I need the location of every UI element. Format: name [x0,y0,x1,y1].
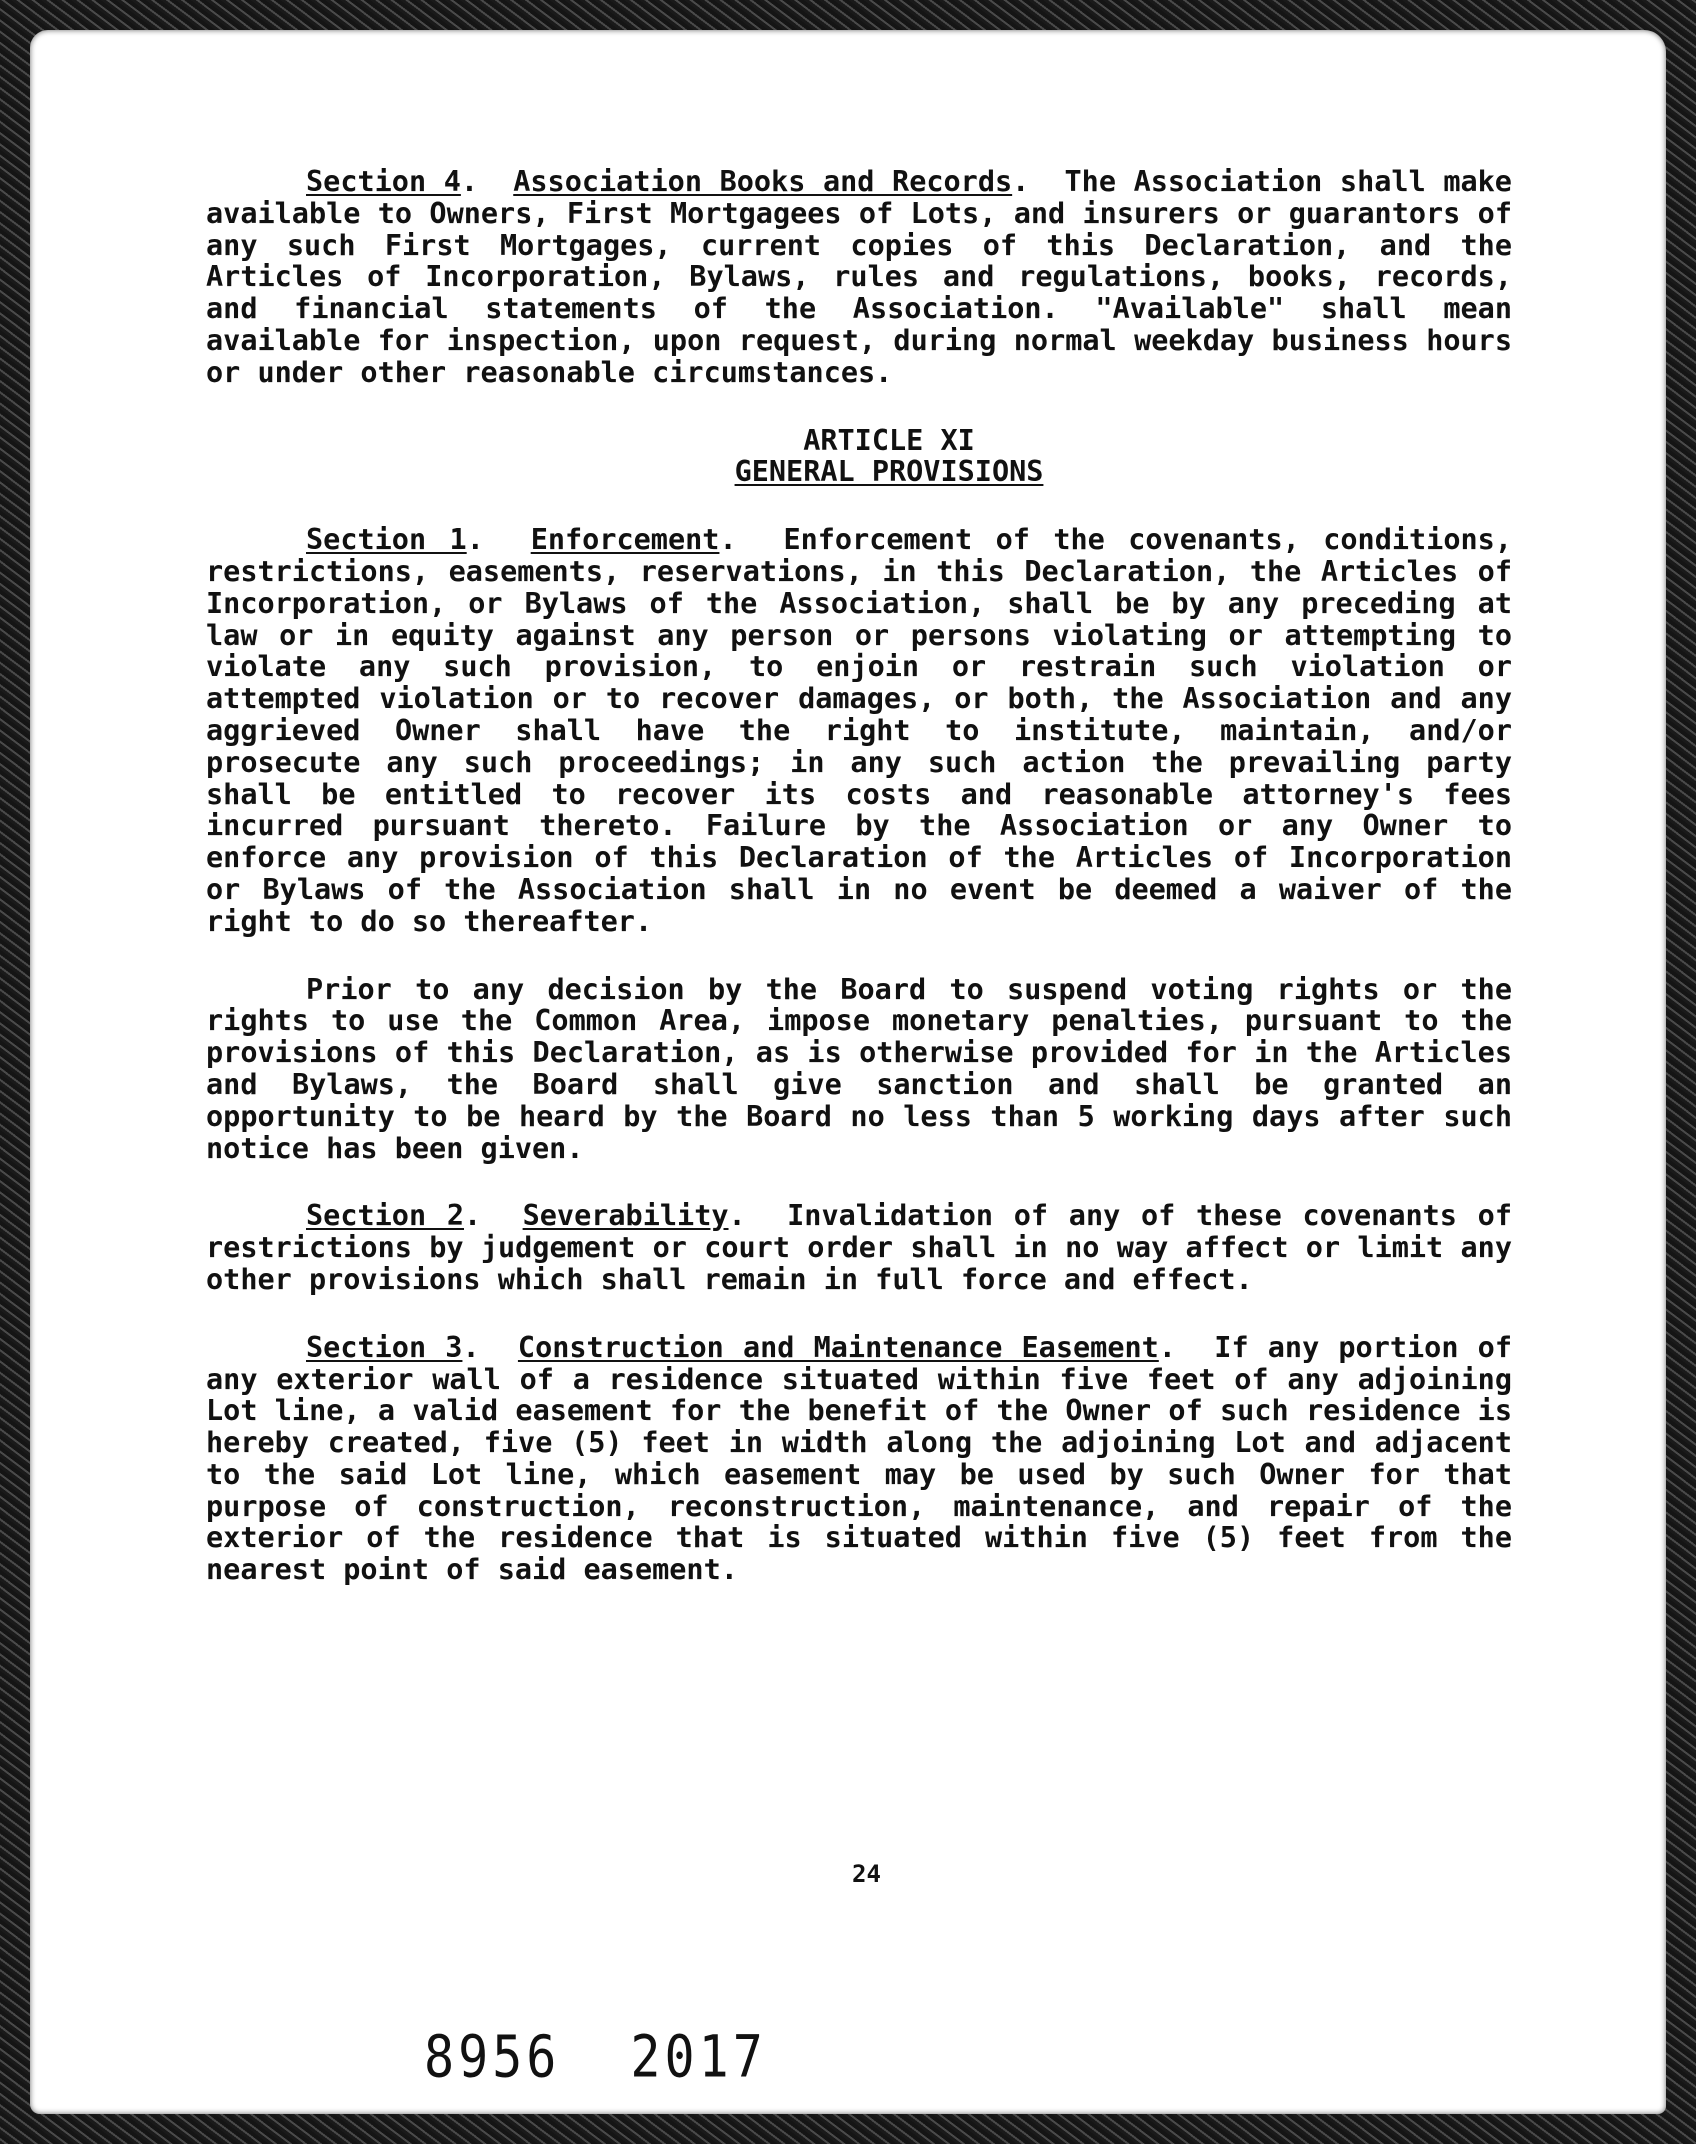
section-2-body: Invalidation of any of these covenants of restrictions by judgement or court order shall in no way affect or limit any other provisions which shall remain in full force and effect. [206,1199,1512,1296]
page-number: 24 [852,1860,881,1888]
section-4-title: Association Books and Records [513,165,1013,198]
section-4-paragraph: Section 4. Association Books and Records. The Association shall make available to Owners, First Mortgagees of Lots, and insurers or guarantors of any such First Mortgages, current copies of this Declaration, and the Articles of Incorporation, Bylaws, rules and regulations, books, records, and financial statements of the Association. "Available" shall mean available for inspection, upon request, during normal weekday business hours or under other reasonable circumstances. [206,165,1512,389]
section-2-title: Severability [522,1199,729,1233]
section-4-body: The Association shall make available to Owners, First Mortgagees of Lots, and insurers or guarantors of any such First Mortgages, current copies of this Declaration, and the Articles of Incorporation, Bylaws, rules and regulations, books, records, and financial statements of the Association. "Available" shall mean available for inspection, upon request, during normal weekday business hours or under other reasonable circumstances. [206,165,1512,389]
document-body [206,166,1512,1586]
article-title: GENERAL PROVISIONS [734,455,1044,489]
stamp-book-number: 8956 [424,2023,561,2091]
section-1-body: Enforcement of the covenants, conditions, restrictions, easements, reservations, in this Declaration, the Articles of Incorporation, or Bylaws of the Association, shall be by any preceding at law or in equity against any person or persons violating or attempting to violate any such provision, to enjoin or restrain such violation or attempted violation or to recover damages, or both, the Association and any aggrieved Owner shall have the right to institute, maintain, and/or prosecute any such proceedings; in any such action the prevailing party shall be entitled to recover its costs and reasonable attorney's fees incurred pursuant thereto. Failure by the Association or any Owner to enforce any provision of this Declaration of the Articles of Incorporation or Bylaws of the Association shall in no event be deemed a waiver of the right to do so thereafter. [206,523,1512,938]
section-1-paragraph-2: Prior to any decision by the Board to suspend voting rights or the rights to use the Common Area, impose monetary penalties, pursuant to the provisions of this Declaration, as is otherwise provided for in the Articles and Bylaws, the Board shall give sanction and shall be granted an opportunity to be heard by the Board no less than 5 working days after such notice has been given. [206,972,1512,1165]
section-1-title: Enforcement [530,523,720,557]
section-3-paragraph: Section 3. Construction and Maintenance Easement. If any portion of any exterior wall of a residence situated within five feet of any adjoining Lot line, a valid easement for the benefit of the Owner of such residence is hereby created, five (5) feet in width along the adjoining Lot and adjacent to the said Lot line, which easement may be used by such Owner for that purpose of construction, reconstruction, maintenance, and repair of the exterior of the residence that is situated within five (5) feet from the nearest point of said easement. [206,1330,1512,1587]
article-number: ARTICLE XI [803,423,975,457]
section-2-heading: Section 2 [306,1199,464,1233]
section-3-body: If any portion of any exterior wall of a residence situated within five feet of any adjoining Lot line, a valid easement for the benefit of the Owner of such residence is hereby created, five (5) feet in width along the adjoining Lot and adjacent to the said Lot line, which easement may be used by such Owner for that purpose of construction, reconstruction, maintenance, and repair of the exterior of the residence that is situated within five (5) feet from the nearest point of said easement. [206,1330,1512,1587]
section-1-heading: Section 1 [306,523,467,557]
section-2-paragraph: Section 2. Severability. Invalidation of any of these covenants of restrictions by judgement or court order shall in no way affect or limit any other provisions which shall remain in full force and effect. [206,1199,1512,1296]
section-1-paragraph: Section 1. Enforcement. Enforcement of the covenants, conditions, restrictions, easements, reservations, in this Declaration, the Articles of Incorporation, or Bylaws of the Association, shall be by any preceding at law or in equity against any person or persons violating or attempting to violate any such provision, to enjoin or restrain such violation or attempted violation or to recover damages, or both, the Association and any aggrieved Owner shall have the right to institute, maintain, and/or prosecute any such proceedings; in any such action the prevailing party shall be entitled to recover its costs and reasonable attorney's fees incurred pursuant thereto. Failure by the Association or any Owner to enforce any provision of this Declaration of the Articles of Incorporation or Bylaws of the Association shall in no event be deemed a waiver of the right to do so thereafter. [206,523,1512,938]
section-3-title: Construction and Maintenance Easement [517,1330,1159,1364]
stamp-page-number: 2017 [630,2023,767,2091]
recording-stamp [424,2024,837,2091]
section-4-heading: Section 4 [306,165,461,198]
section-3-heading: Section 3 [306,1330,463,1364]
